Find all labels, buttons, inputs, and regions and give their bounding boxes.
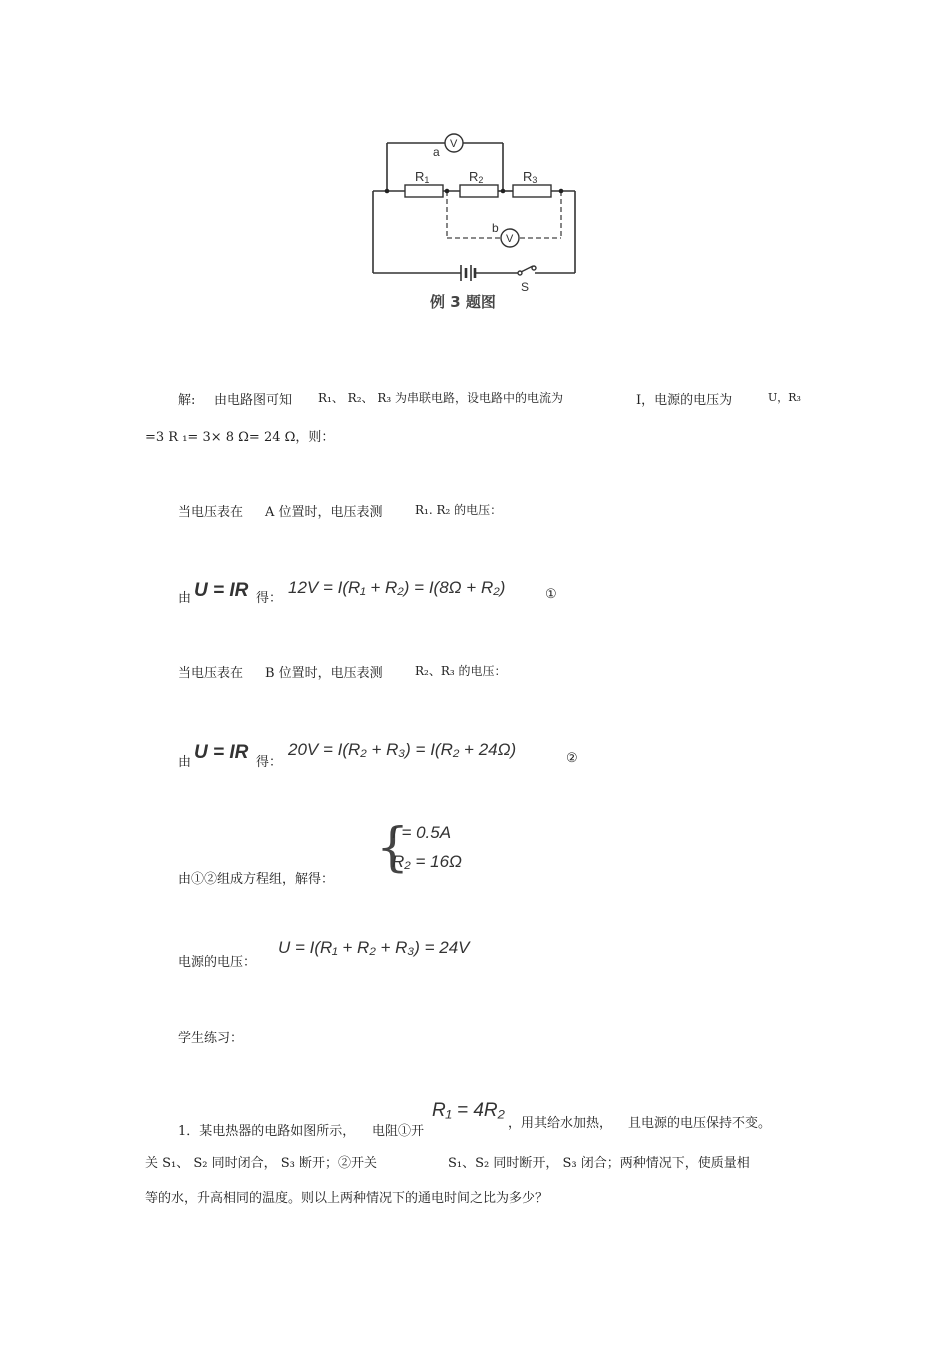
label-b: b bbox=[492, 221, 499, 235]
solution-line1-b: 由电路图可知 bbox=[214, 393, 293, 408]
switch-icon bbox=[518, 266, 536, 275]
label-v-b: V bbox=[506, 233, 514, 245]
label-v-a: V bbox=[450, 138, 458, 150]
system-eq2: R₂ = 16Ω bbox=[392, 852, 462, 871]
practice-condition: R₁ = 4R₂ bbox=[432, 1100, 505, 1121]
label-r2: R2 bbox=[469, 169, 484, 185]
case-a-2: A 位置时，电压表测 bbox=[265, 505, 383, 520]
eq1-mark: ① bbox=[545, 587, 557, 602]
practice-line1-b: 电阻①开 bbox=[372, 1124, 425, 1139]
equation-2: 20V = I(R₂ + R₃) = I(R₂ + 24Ω) bbox=[288, 740, 517, 759]
system-text: 由①②组成方程组，解得： bbox=[178, 872, 335, 887]
case-b-3: R₂、R₃ 的电压： bbox=[415, 664, 507, 678]
voltage-text: 电源的电压： bbox=[178, 955, 257, 970]
practice-line2-a: 关 S₁、 S₂ 同时闭合， S₃ 断开；②开关 bbox=[145, 1156, 378, 1171]
solution-line2: =3 R ₁= 3× 8 Ω= 24 Ω，则： bbox=[145, 430, 335, 445]
case-b-1: 当电压表在 bbox=[178, 666, 244, 681]
case-a-3: R₁. R₂ 的电压： bbox=[415, 503, 503, 517]
figure-caption: 例 3 题图 bbox=[430, 293, 496, 311]
voltage-eq: U = I(R₁ + R₂ + R₃) = 24V bbox=[278, 938, 470, 957]
label-s: S bbox=[521, 280, 530, 294]
solution-line1-c: R₁、 R₂、 R₃ 为串联电路，设电路中的电流为 bbox=[318, 391, 563, 405]
practice-heading: 学生练习： bbox=[178, 1031, 244, 1046]
eq2-de: 得： bbox=[256, 755, 283, 770]
label-r3: R3 bbox=[523, 169, 538, 185]
practice-line1-a: 1．某电热器的电路如图所示， bbox=[178, 1124, 356, 1139]
practice-line2-b: S₁、S₂ 同时断开， S₃ 闭合；两种情况下，使质量相 bbox=[448, 1156, 750, 1171]
eq1-law: U = IR bbox=[194, 580, 249, 601]
case-a-1: 当电压表在 bbox=[178, 505, 244, 520]
eq1-de: 得： bbox=[256, 591, 283, 606]
eq2-law: U = IR bbox=[194, 742, 249, 763]
resistor-r1 bbox=[405, 185, 443, 197]
system-brace: { bbox=[376, 818, 410, 878]
label-r1: R1 bbox=[415, 169, 430, 185]
solution-line1-d: I，电源的电压为 bbox=[636, 393, 733, 408]
circuit-diagram bbox=[365, 128, 585, 318]
eq1-prefix: 由 bbox=[178, 591, 192, 606]
battery-icon bbox=[461, 265, 475, 281]
label-a: a bbox=[433, 145, 440, 159]
resistor-r3 bbox=[513, 185, 551, 197]
practice-line1-c: ，用其给水加热， bbox=[508, 1116, 613, 1131]
solution-line1-e: U，R₃ bbox=[768, 391, 801, 404]
equation-1: 12V = I(R₁ + R₂) = I(8Ω + R₂) bbox=[288, 578, 506, 597]
solution-line1-a: 解: bbox=[178, 393, 196, 408]
practice-line1-d: 且电源的电压保持不变。 bbox=[628, 1116, 772, 1131]
resistor-r2 bbox=[460, 185, 498, 197]
practice-line3: 等的水，升高相同的温度。则以上两种情况下的通电时间之比为多少？ bbox=[145, 1191, 549, 1206]
case-b-2: B 位置时，电压表测 bbox=[265, 666, 383, 681]
system-eq1: I = 0.5A bbox=[392, 823, 452, 842]
eq2-mark: ② bbox=[566, 751, 578, 766]
eq2-prefix: 由 bbox=[178, 755, 192, 770]
